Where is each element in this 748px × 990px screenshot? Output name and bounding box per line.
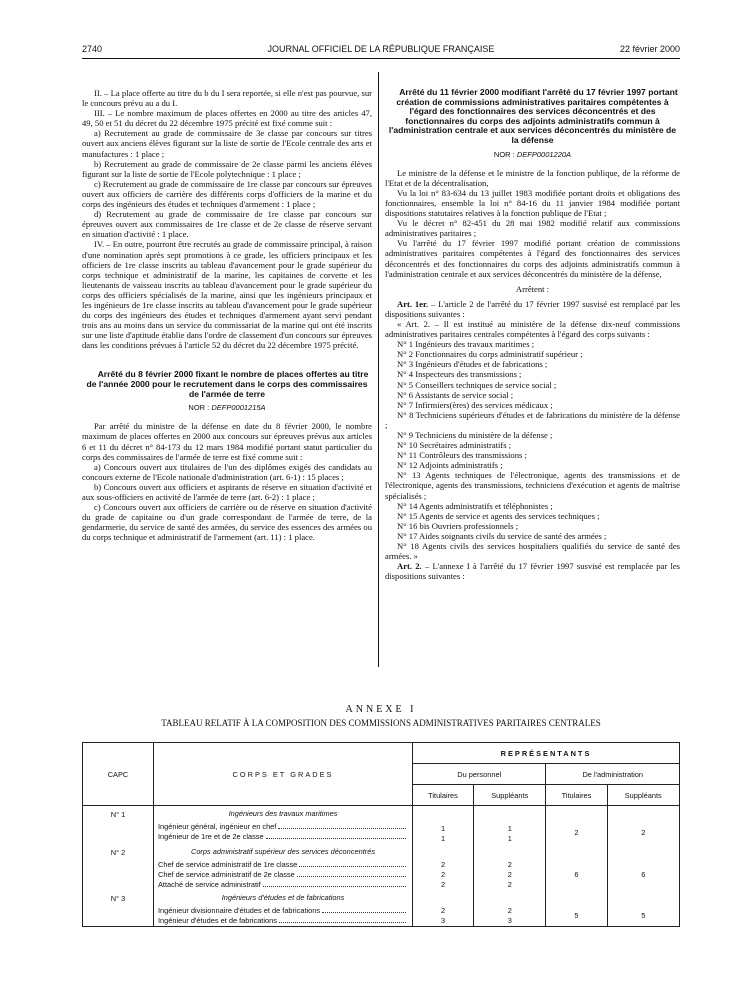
paragraph: Vu le décret n° 82-451 du 28 mai 1982 modifié relatif aux commissions administratives paritaires ;: [385, 218, 680, 239]
value: 2: [440, 860, 446, 869]
grade-line: [158, 905, 408, 915]
list-item: N° 9 Techniciens du ministère de la défense ;: [397, 430, 553, 440]
list-item: N° 16 bis Ouvriers professionnels ;: [397, 520, 519, 531]
list-item: N° 7 Infirmiers(ères) des services médicaux ;: [397, 399, 553, 410]
value: 2: [440, 906, 446, 915]
admin-suppleants-cell: 6: [607, 844, 680, 890]
col-header-representants: REPRÉSENTANTS: [413, 743, 680, 764]
table-row: [83, 890, 680, 927]
page-number: 2740: [82, 44, 103, 54]
table-row: [83, 806, 680, 845]
grade-line: [158, 915, 408, 925]
paragraph: III. – Le nombre maximum de places offertes en 2000 au titre des articles 47, 49, 50 et 51 du décret du 22 décembre 1975 précité est fixé comme suit :: [82, 108, 372, 129]
capc-number: N° 3: [83, 890, 154, 927]
value: 1: [440, 834, 446, 843]
annex-subtitle: TABLEAU RELATIF À LA COMPOSITION DES COMMISSIONS ADMINISTRATIVES PARITAIRES CENTRALES: [161, 718, 601, 728]
col-header-titulaires: Titulaires: [546, 785, 607, 806]
col-header-titulaires: Titulaires: [413, 785, 474, 806]
corps-group: Ingénieurs d'études et de fabrications: [221, 893, 345, 902]
grade-label: Attaché de service administratif: [158, 880, 261, 889]
suppleants-cell: [474, 806, 546, 845]
grade-line: [158, 879, 408, 889]
paragraph: b) Concours ouvert aux officiers et aspirants de réserve en situation d'activité et aux sous-officiers en activité de l'armée de terre (art. 6-2) : 1 place ;: [82, 481, 372, 502]
grade-label: Chef de service administratif de 1re classe: [158, 860, 298, 869]
list-item: N° 6 Assistants de service social ;: [397, 389, 514, 400]
grade-label: Ingénieur général, ingénieur en chef: [158, 822, 277, 831]
paragraph: d) Recrutement au grade de commissaire de 1re classe par concours sur épreuves ouvert aux commissaires de 1re classe et de 2e classe de réserve servant en situation d'activité : 1 place.: [82, 209, 372, 240]
paragraph: IV. – En outre, pourront être recrutés au grade de commissaire principal, à raison d'une nomination après sept promotions à ce grade, les officiers principaux et les officiers de 1re classe inscrits au tableau d'avancement pour le grade supérieur du corps technique et administratif de la marine, les capitaines de corvette et les lieutenants de vaisseau inscrits au tableau d'avancement pour le grade supérieur du corps des officiers spécialisés de la marine, ainsi que les ingénieurs principaux et les ingénieurs de 1re classe inscrits au tableau d'avancement pour le grade supérieur du corps des ingénieurs des études et techniques d'armement ayant servi pendant trois ans au moins dans un service du commissariat de la marine qui ont été inscrits sur une liste d'aptitude établie dans l'ordre de classement d'un concours sur épreuves dans les conditions prévues à l'article 52 du décret du 22 décembre 1975 précité.: [82, 239, 372, 351]
issue-date: 22 février 2000: [619, 44, 680, 54]
arretent: Arrêtent :: [515, 283, 550, 294]
article-label: Art. 2.: [397, 561, 422, 572]
capc-number: N° 1: [83, 806, 154, 845]
list-item: N° 5 Conseillers techniques de service social ;: [397, 379, 557, 390]
value: 3: [507, 916, 512, 925]
list-item: N° 15 Agents de service et agents des services techniques ;: [397, 510, 600, 521]
journal-title: JOURNAL OFFICIEL DE LA RÉPUBLIQUE FRANÇAISE: [267, 44, 495, 54]
value: 2: [440, 870, 446, 879]
titulaires-cell: [413, 844, 474, 890]
grade-line: [158, 831, 408, 841]
table-row: [83, 844, 680, 890]
article-text: – L'annexe I à l'arrêté du 17 février 1997 susvisé est remplacée par les dispositions suivantes :: [385, 561, 680, 582]
admin-suppleants-cell: 5: [607, 890, 680, 927]
value: 2: [507, 880, 512, 889]
corps-cell: [154, 890, 413, 927]
paragraph: c) Concours ouvert aux officiers de carrière ou de réserve en situation d'activité du grade de capitaine ou d'un grade correspondant de l'armée de terre, de la gendarmerie, du service de santé des armées, du service des essences des armées ou du corps technique et administratif de l'armement (art. 11) : 1 place.: [82, 502, 372, 543]
admin-titulaires-cell: 2: [546, 806, 607, 845]
titulaires-cell: [413, 890, 474, 927]
admin-suppleants-cell: 2: [607, 806, 680, 845]
nor-reference: [82, 403, 372, 413]
nor-reference: [385, 150, 680, 160]
list-item: N° 1 Ingénieurs des travaux maritimes ;: [397, 339, 535, 350]
list-item: N° 3 Ingénieurs d'études et de fabrications ;: [397, 359, 548, 370]
left-column: [82, 88, 372, 542]
paragraph: a) Recrutement au grade de commissaire de 3e classe par concours sur titres ouvert aux anciens élèves figurant sur la liste de sortie de l'Ecole centrale des arts et manufactures : 1 place ;: [82, 128, 372, 159]
decree-title: Arrêté du 8 février 2000 fixant le nombre de places offertes au titre de l'année 2000 pour le recrutement dans le corps des commissaires de l'armée de terre: [86, 369, 369, 399]
value: 3: [440, 916, 446, 925]
grade-line: [158, 821, 408, 831]
suppleants-cell: [474, 890, 546, 927]
capc-table: [82, 742, 680, 927]
value: 1: [507, 834, 512, 843]
grade-label: Ingénieur de 1re et de 2e classe: [158, 832, 264, 841]
list-item: N° 18 Agents civils des services hospitaliers qualifiés du service de santé des armées. »: [385, 541, 680, 562]
list-item: N° 14 Agents administratifs et téléphonistes ;: [397, 500, 553, 511]
list-item: N° 2 Fonctionnaires du corps administratif supérieur ;: [397, 349, 583, 360]
admin-titulaires-cell: 6: [546, 844, 607, 890]
list-item: N° 10 Secrétaires administratifs ;: [397, 440, 512, 451]
grade-line: [158, 869, 408, 879]
paragraph: c) Recrutement au grade de commissaire de 1re classe par concours sur épreuves ouvert aux officiers de carrière des différents corps d'officiers de la marine et du corps des ingénieurs des études et techniques d'armement : 1 place ;: [82, 178, 372, 210]
paragraph: Le ministre de la défense et le ministre de la fonction publique, de la réforme de l'Etat et de la décentralisation,: [385, 167, 680, 188]
paragraph: a) Concours ouvert aux titulaires de l'un des diplômes exigés des candidats au concours externe de l'Ecole nationale d'administration (art. 6-1) : 15 places ;: [82, 461, 372, 482]
list-item: N° 11 Contrôleurs des transmissions ;: [397, 450, 527, 461]
decree-title: Arrêté du 11 février 2000 modifiant l'arrêté du 17 février 1997 portant création de commissions administratives paritaires compétentes à l'égard des fonctionnaires des services déconcentrés et des fonctionnaires du corps des adjoints administratifs commun à l'administration centrale et aux services déconcentrés du ministère de la défense: [388, 87, 678, 145]
grade-label: Chef de service administratif de 2e classe: [158, 870, 295, 879]
value: 2: [507, 870, 512, 879]
nor-code: DEFP0001215A: [211, 403, 266, 413]
list-item: N° 12 Adjoints administratifs ;: [397, 460, 503, 471]
col-header-personnel: Du personnel: [413, 764, 546, 785]
annex-title: ANNEXE I: [345, 704, 417, 715]
col-header-suppleants: Suppléants: [474, 785, 546, 806]
list-item: N° 4 Inspecteurs des transmissions ;: [397, 369, 522, 380]
grade-label: Ingénieur divisionnaire d'études et de fabrications: [158, 906, 321, 915]
col-header-corps: CORPS ET GRADES: [154, 743, 413, 806]
right-column: [385, 88, 680, 581]
column-separator: [378, 72, 379, 667]
paragraph: Vu l'arrêté du 17 février 1997 modifié portant création de commissions administratives paritaires compétentes à l'égard des fonctionnaires des services déconcentrés et des fonctionnaires du corps des adjoints administratifs commun à l'administration centrale et aux services déconcentrés du ministère de la défense,: [385, 238, 680, 279]
paragraph: II. – La place offerte au titre du b du I sera reportée, si elle n'est pas pourvue, sur le concours prévu au a du I.: [82, 88, 372, 109]
article-2: [385, 561, 680, 581]
value: 1: [507, 824, 512, 833]
nor-label: NOR :: [493, 149, 515, 159]
nor-code: DEFP0001220A: [516, 149, 572, 159]
paragraph: Par arrêté du ministre de la défense en date du 8 février 2000, le nombre maximum de places offertes en 2000 aux concours sur épreuves prévus aux articles 6 et 11 du décret n° 84-173 du 12 mars 1984 modifié portant statut particulier du corps des commissaires de l'armée de terre est fixé comme suit :: [82, 421, 372, 462]
paragraph: Vu la loi n° 83-634 du 13 juillet 1983 modifiée portant droits et obligations des fonctionnaires, ensemble la loi n° 84-16 du 11 janvier 1984 modifiée portant dispositions statutaires relatives à la fonction publique de l'Etat ;: [385, 187, 680, 219]
grade-line: [158, 859, 408, 869]
article-text: – L'article 2 de l'arrêté du 17 février 1997 susvisé est remplacé par les dispositions suivantes :: [385, 298, 680, 319]
list-item: N° 17 Aides soignants civils du service de santé des armées ;: [397, 530, 607, 541]
article-label: Art. 1er.: [397, 298, 429, 309]
page-header: [82, 44, 680, 58]
list-item: N° 8 Techniciens supérieurs d'études et de fabrications du ministère de la défense ;: [385, 409, 680, 430]
list-item: N° 13 Agents techniques de l'électronique, agents des transmissions et de l'électronique, agents des transmissions, techniciens d'exécution et agents de maîtrise spécialisés ;: [385, 470, 680, 501]
corps-cell: [154, 844, 413, 890]
corps-group: Ingénieurs des travaux maritimes: [228, 809, 338, 818]
admin-titulaires-cell: 5: [546, 890, 607, 927]
titulaires-cell: [413, 806, 474, 845]
nor-label: NOR :: [188, 403, 210, 413]
header-rule: [82, 58, 680, 59]
corps-cell: [154, 806, 413, 845]
article-1: [385, 299, 680, 319]
value: 2: [507, 906, 512, 915]
paragraph: b) Recrutement au grade de commissaire de 2e classe parmi les anciens élèves figurant sur la liste de sortie de l'Ecole polytechnique : 1 place ;: [82, 158, 372, 179]
col-header-suppleants: Suppléants: [607, 785, 680, 806]
value: 1: [440, 824, 446, 833]
col-header-administration: De l'administration: [546, 764, 680, 785]
value: 2: [440, 880, 446, 889]
capc-number: N° 2: [83, 844, 154, 890]
article-quote: « Art. 2. – Il est institué au ministère de la défense dix-neuf commissions administratives paritaires centrales compétentes à l'égard des corps suivants :: [385, 318, 680, 340]
value: 2: [507, 860, 512, 869]
grade-label: Ingénieur d'études et de fabrications: [158, 916, 277, 925]
suppleants-cell: [474, 844, 546, 890]
corps-list: [385, 339, 680, 561]
corps-group: Corps administratif supérieur des services déconcentrés: [190, 847, 376, 856]
col-header-capc: CAPC: [83, 743, 154, 806]
